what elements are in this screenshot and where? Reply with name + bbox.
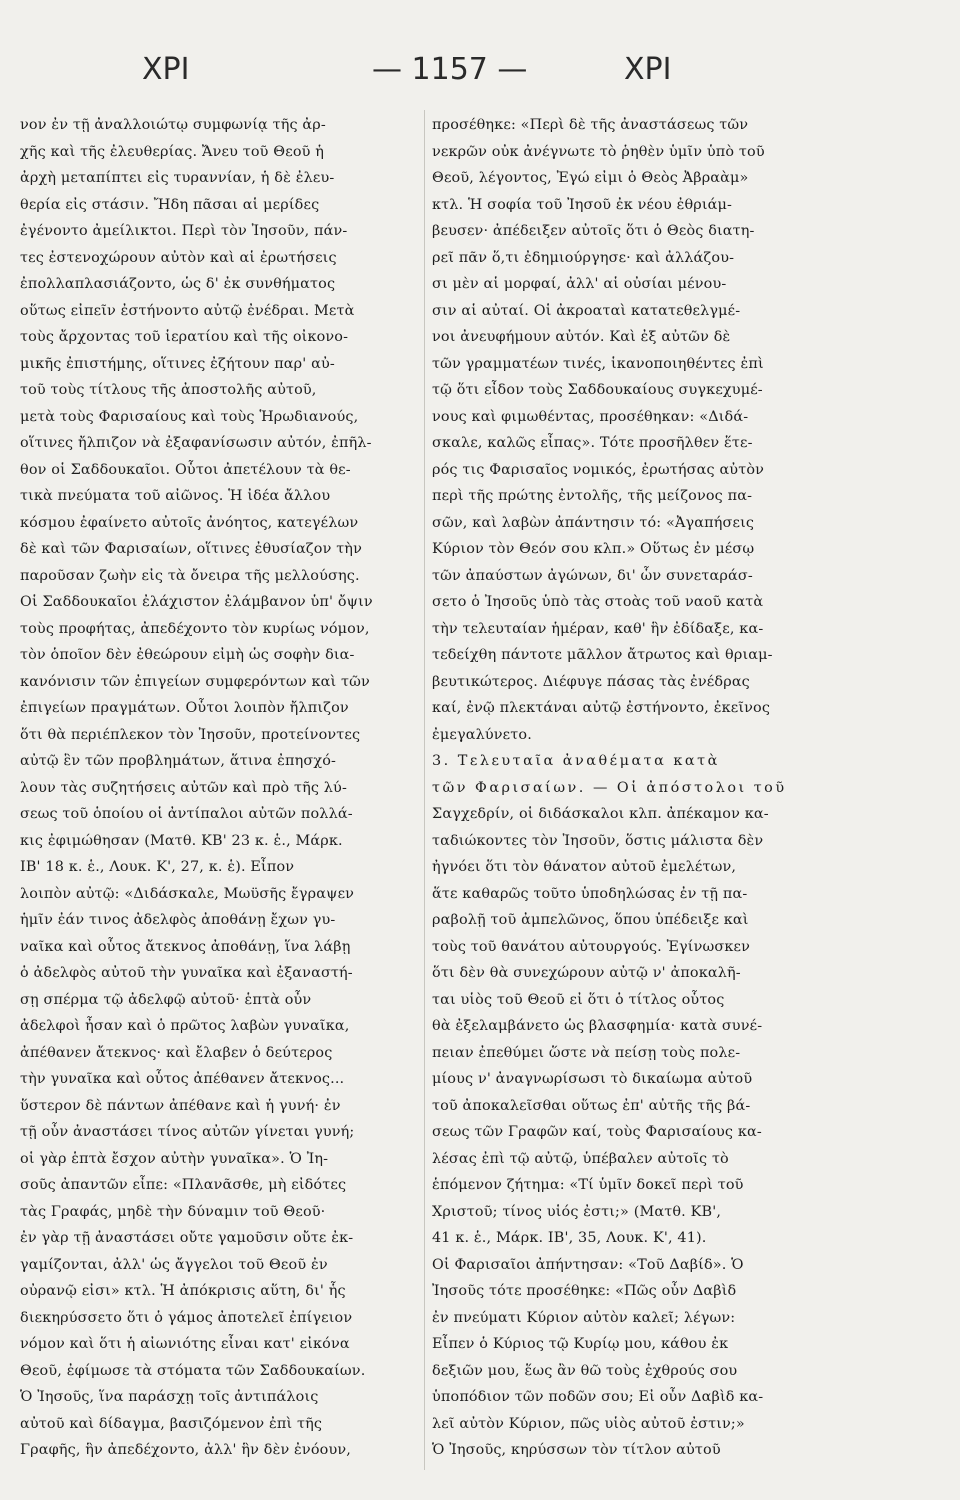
- text-line: ἑπόμενον ζήτημα: «Τί ὑμῖν δοκεῖ περὶ τοῦ: [432, 1177, 744, 1193]
- text-line: νεκρῶν οὐκ ἀνέγνωτε τὸ ῥηθὲν ὑμῖν ὑπὸ τοῦ: [432, 143, 765, 160]
- text-line: ρός τις Φαρισαῖος νομικός, ἐρωτήσας αὐτὸν: [432, 461, 765, 478]
- text-line: μετὰ τοὺς Φαρισαίους καὶ τοὺς Ἡρωδιανούς,: [20, 408, 359, 425]
- text-line: ἐμεγαλύνετο.: [432, 726, 532, 743]
- text-line: τὰς Γραφάς, μηδὲ τὴν δύναμιν τοῦ Θεοῦ·: [20, 1203, 326, 1220]
- text-line: παροῦσαν ζωὴν εἰς τὰ ὄνειρα τῆς μελλούσης.: [20, 567, 360, 584]
- text-line: λέσας ἐπὶ τῷ αὐτῷ, ὑπέβαλεν αὐτοῖς τὸ: [432, 1150, 729, 1167]
- text-line: αὐτοῦ καὶ δίδαγμα, βασιζόμενον ἐπὶ τῆς: [20, 1415, 323, 1432]
- text-line: θερία εἰς στάσιν. Ἤδη πᾶσαι αἱ μερίδες: [20, 196, 320, 213]
- text-line: κόσμου ἐφαίνετο αὐτοῖς ἀνόητος, κατεγέλων: [20, 514, 359, 531]
- right-text-column: [432, 112, 844, 1472]
- text-line: βευσεν· ἀπέδειξεν αὐτοῖς ὅτι ὁ Θεὸς διατη-: [432, 223, 755, 239]
- text-line: μικῆς ἐπιστήμης, οἵτινες ἐζήτουν παρ' αὐ-: [20, 355, 335, 372]
- text-line: δεξιῶν μου, ἕως ἂν θῶ τοὺς ἐχθρούς σου: [432, 1362, 738, 1379]
- text-line: λουν τὰς συζητήσεις αὐτῶν καὶ πρὸ τῆς λύ-: [20, 779, 347, 796]
- text-line: σι μὲν αἱ μορφαί, ἀλλ' αἱ οὐσίαι μένου-: [432, 276, 727, 292]
- text-line: νοι ἀνευφήμουν αὐτόν. Καὶ ἐξ αὐτῶν δὲ: [432, 329, 731, 345]
- text-line: νόμον καὶ ὅτι ἡ αἰωνιότης εἶναι κατ' εἰκόνα: [20, 1336, 350, 1352]
- page-header: [0, 52, 960, 102]
- text-line: Θεοῦ, λέγοντος, Ἐγώ εἰμι ὁ Θεὸς Ἀβραὰμ»: [432, 170, 749, 186]
- text-line: διεκηρύσσετο ὅτι ὁ γάμος ἀποτελεῖ ἐπίγειον: [20, 1309, 353, 1326]
- text-line: περὶ τῆς πρώτης ἐντολῆς, τῆς μείζονος πα-: [432, 488, 753, 504]
- text-line: τῇ οὖν ἀναστάσει τίνος αὐτῶν γίνεται γυνή;: [20, 1124, 355, 1140]
- text-line: τεδείχθη πάντοτε μᾶλλον ἄτρωτος καὶ θριαμ-: [432, 647, 773, 663]
- text-line: τοὺς τοῦ θανάτου αὐτουργούς. Ἐγίνωσκεν: [432, 938, 750, 955]
- text-line: Χριστοῦ; τίνος υἱός ἐστι;» (Ματθ. ΚΒ',: [432, 1203, 722, 1220]
- text-line: ὅτι δὲν θὰ συνεχώρουν αὐτῷ ν' ἀποκαλῆ-: [432, 965, 741, 981]
- text-line: τῷ ὅτι εἶδον τοὺς Σαδδουκαίους συγκεχυμέ-: [432, 382, 763, 398]
- text-line: Ὁ Ἰησοῦς, κηρύσσων τὸν τίτλον αὐτοῦ: [432, 1442, 721, 1458]
- text-line: ἐγένοντο ἀμείλικτοι. Περὶ τὸν Ἰησοῦν, πάν-: [20, 223, 348, 239]
- text-line: θον οἱ Σαδδουκαῖοι. Οὗτοι ἀπετέλουν τὰ θε-: [20, 461, 351, 478]
- text-line: αὐτῷ ἓν τῶν προβλημάτων, ἅτινα ἐπησχό-: [20, 753, 337, 769]
- text-line: τὴν γυναῖκα καὶ οὗτος ἀπέθανεν ἄτεκνος...: [20, 1071, 345, 1087]
- running-head-left: ΧΡΙ: [142, 52, 190, 87]
- text-line: Θεοῦ, ἐφίμωσε τὰ στόματα τῶν Σαδδουκαίων.: [20, 1362, 366, 1379]
- text-line: οὐρανῷ εἰσι» κτλ. Ἡ ἀπόκρισις αὕτη, δι' ἧς: [20, 1283, 346, 1299]
- text-line: Σαγχεδρίν, οἱ διδάσκαλοι κλπ. ἀπέκαμον κα-: [432, 806, 769, 822]
- text-line: ναῖκα καὶ οὗτος ἄτεκνος ἀποθάνῃ, ἵνα λάβῃ: [20, 938, 351, 955]
- text-line: τῶν ἀπαύστων ἀγώνων, δι' ὧν συνεταράσ-: [432, 567, 753, 584]
- text-line: σκαλε, καλῶς εἶπας». Τότε προσῆλθεν ἕτε-: [432, 435, 753, 451]
- text-line: πειαν ἐπεθύμει ὥστε νὰ πείσῃ τοὺς πολε-: [432, 1044, 741, 1061]
- text-line: ἡμῖν ἐάν τινος ἀδελφὸς ἀποθάνῃ ἔχων γυ-: [20, 912, 336, 928]
- text-line: σῃ σπέρμα τῷ ἀδελφῷ αὐτοῦ· ἑπτὰ οὖν: [20, 991, 312, 1008]
- text-line: τὴν τελευταίαν ἡμέραν, καθ' ἣν ἐδίδαξε, κα-: [432, 620, 764, 637]
- text-line: ὕστερον δὲ πάντων ἀπέθανε καὶ ἡ γυνή· ἐν: [20, 1097, 341, 1114]
- text-line: Οἱ Σαδδουκαῖοι ἐλάχιστον ἐλάμβανον ὑπ' ὄψιν: [20, 594, 373, 610]
- text-line: οἱ γὰρ ἑπτὰ ἔσχον αὐτὴν γυναῖκα». Ὁ Ἰη-: [20, 1150, 329, 1167]
- text-line: Οἱ Φαρισαῖοι ἀπήντησαν: «Τοῦ Δαβίδ». Ὁ: [432, 1256, 744, 1273]
- text-line: Κύριον τὸν Θεόν σου κλπ.» Οὕτως ἐν μέσῳ: [432, 541, 755, 557]
- text-line: Εἶπεν ὁ Κύριος τῷ Κυρίῳ μου, κάθου ἐκ: [432, 1336, 729, 1352]
- text-line: ὁ ἀδελφὸς αὐτοῦ τὴν γυναῖκα καὶ ἐξαναστή-: [20, 965, 353, 981]
- text-line: ἐπολλαπλασιάζοντο, ὡς δ' ἐκ συνθήματος: [20, 276, 336, 292]
- section-heading-line: 3. Τελευταῖα ἀναθέματα κατὰ: [432, 753, 720, 769]
- text-line: βευτικώτερος. Διέφυγε πάσας τὰς ἐνέδρας: [432, 673, 750, 690]
- running-head-right: ΧΡΙ: [624, 52, 672, 87]
- text-line: τῶν γραμματέων τινές, ἱκανοποιηθέντες ἐπὶ: [432, 355, 764, 372]
- text-line: ἀπέθανεν ἄτεκνος· καὶ ἔλαβεν ὁ δεύτερος: [20, 1044, 333, 1061]
- text-line: ται υἱὸς τοῦ Θεοῦ εἰ ὅτι ὁ τίτλος οὗτος: [432, 991, 725, 1008]
- text-line: 41 κ. ἑ., Μάρκ. ΙΒ', 35, Λουκ. Κ', 41).: [432, 1230, 707, 1246]
- section-heading-line: τῶν Φαρισαίων. — Οἱ ἀπόστολοι τοῦ: [432, 779, 787, 796]
- text-line: σεως τοῦ ὁποίου οἱ ἀντίπαλοι αὐτῶν πολλά-: [20, 806, 353, 822]
- text-line: Γραφῆς, ἣν ἀπεδέχοντο, ἀλλ' ἣν δὲν ἐνόουν,: [20, 1442, 351, 1458]
- text-line: τὸν ὁποῖον δὲν ἐθεώρουν εἰμὴ ὡς σοφὴν δια-: [20, 647, 355, 663]
- text-line: σετο ὁ Ἰησοῦς ὑπὸ τὰς στοὰς τοῦ ναοῦ κατὰ: [432, 594, 764, 610]
- text-line: τες ἐστενοχώρουν αὐτὸν καὶ αἱ ἐρωτήσεις: [20, 249, 337, 266]
- text-line: νους καὶ φιμωθέντας, προσέθηκαν: «Διδά-: [432, 408, 749, 425]
- text-line: Ἰησοῦς τότε προσέθηκε: «Πῶς οὖν Δαβὶδ: [432, 1283, 737, 1299]
- text-line: χῆς καὶ τῆς ἐλευθερίας. Ἄνευ τοῦ Θεοῦ ἡ: [20, 143, 325, 160]
- text-line: ἀρχὴ μεταπίπτει εἰς τυραννίαν, ἡ δὲ ἐλευ-: [20, 170, 335, 186]
- text-line: λεῖ αὐτὸν Κύριον, πῶς υἱὸς αὐτοῦ ἐστιν;»: [432, 1415, 745, 1432]
- text-line: κανόνισιν τῶν ἐπιγείων συμφερόντων καὶ τῶν: [20, 673, 370, 690]
- text-line: ρεῖ πᾶν ὅ,τι ἐδημιούργησε· καὶ ἀλλάζου-: [432, 249, 735, 266]
- text-line: σιν αἱ αὐταί. Οἱ ἀκροαταὶ κατατεθελγμέ-: [432, 302, 741, 319]
- text-line: σῶν, καὶ λαβὼν ἀπάντησιν τό: «Ἀγαπήσεις: [432, 514, 755, 531]
- text-line: γαμίζονται, ἀλλ' ὡς ἄγγελοι τοῦ Θεοῦ ἐν: [20, 1256, 328, 1273]
- text-line: προσέθηκε: «Περὶ δὲ τῆς ἀναστάσεως τῶν: [432, 117, 749, 133]
- text-line: Ὁ Ἰησοῦς, ἵνα παράσχῃ τοῖς ἀντιπάλοις: [20, 1389, 319, 1405]
- text-line: λοιπὸν αὐτῷ: «Διδάσκαλε, Μωϋσῆς ἔγραψεν: [20, 885, 355, 902]
- text-line: τοὺς ἄρχοντας τοῦ ἱερατίου καὶ τῆς οἰκονο-: [20, 329, 349, 345]
- column-divider: [424, 110, 425, 1470]
- text-line: νον ἐν τῇ ἀναλλοιώτῳ συμφωνίᾳ τῆς ἀρ-: [20, 117, 326, 133]
- text-line: δὲ καὶ τῶν Φαρισαίων, οἵτινες ἐθυσίαζον τὴν: [20, 541, 362, 557]
- page-number: — 1157 —: [372, 52, 528, 87]
- text-line: ΙΒ' 18 κ. ἑ., Λουκ. Κ', 27, κ. ἑ). Εἶπον: [20, 859, 295, 875]
- text-line: ὅτι θὰ περιέπλεκον τὸν Ἰησοῦν, προτείνοντες: [20, 726, 361, 743]
- text-line: ταδιώκοντες τὸν Ἰησοῦν, ὅστις μάλιστα δὲν: [432, 832, 764, 849]
- text-line: ἠγνόει ὅτι τὸν θάνατον αὐτοῦ ἐμελέτων,: [432, 859, 737, 875]
- text-line: ἐν πνεύματι Κύριον αὐτὸν καλεῖ; λέγων:: [432, 1309, 736, 1326]
- text-line: καί, ἐνῷ πλεκτάναι αὐτῷ ἐστήνοντο, ἐκεῖνος: [432, 700, 771, 716]
- text-line: ἀδελφοὶ ἦσαν καὶ ὁ πρῶτος λαβὼν γυναῖκα,: [20, 1018, 350, 1034]
- text-line: κτλ. Ἡ σοφία τοῦ Ἰησοῦ ἐκ νέου ἐθριάμ-: [432, 196, 733, 213]
- text-line: θὰ ἐξελαμβάνετο ὡς βλασφημία· κατὰ συνέ-: [432, 1018, 763, 1034]
- text-line: σεως τῶν Γραφῶν καί, τοὺς Φαρισαίους κα-: [432, 1124, 762, 1140]
- text-line: οὕτως εἰπεῖν ἐστήνοντο αὐτῷ ἐνέδραι. Μετὰ: [20, 302, 355, 319]
- text-line: μίους ν' ἀναγνωρίσωσι τὸ δικαίωμα αὐτοῦ: [432, 1071, 753, 1087]
- text-line: τοῦ τοὺς τίτλους τῆς ἀποστολῆς αὐτοῦ,: [20, 382, 317, 398]
- text-line: οἵτινες ἤλπιζον νὰ ἐξαφανίσωσιν αὐτόν, ἐπῆλ-: [20, 435, 372, 451]
- left-text-column: [20, 112, 432, 1472]
- text-line: τοῦ ἀποκαλεῖσθαι οὕτως ἐπ' αὐτῆς τῆς βά-: [432, 1097, 751, 1114]
- text-line: ἐν γὰρ τῇ ἀναστάσει οὔτε γαμοῦσιν οὔτε ἐκ-: [20, 1230, 354, 1246]
- text-line: τικὰ πνεύματα τοῦ αἰῶνος. Ἡ ἰδέα ἄλλου: [20, 488, 331, 504]
- text-line: ραβολῇ τοῦ ἀμπελῶνος, ὅπου ὑπέδειξε καὶ: [432, 912, 749, 928]
- text-line: ἐπιγείων πραγμάτων. Οὗτοι λοιπὸν ἤλπιζον: [20, 700, 349, 716]
- text-line: ὑποπόδιον τῶν ποδῶν σου; Εἰ οὖν Δαβὶδ κα-: [432, 1389, 764, 1405]
- text-line: κις ἐφιμώθησαν (Ματθ. ΚΒ' 23 κ. ἑ., Μάρκ.: [20, 832, 343, 849]
- text-line: ἅτε καθαρῶς τοῦτο ὑποδηλώσας ἐν τῇ πα-: [432, 885, 748, 902]
- text-line: σοῦς ἀπαντῶν εἶπε: «Πλανᾶσθε, μὴ εἰδότες: [20, 1177, 347, 1193]
- text-line: τοὺς προφήτας, ἀπεδέχοντο τὸν κυρίως νόμον,: [20, 620, 370, 637]
